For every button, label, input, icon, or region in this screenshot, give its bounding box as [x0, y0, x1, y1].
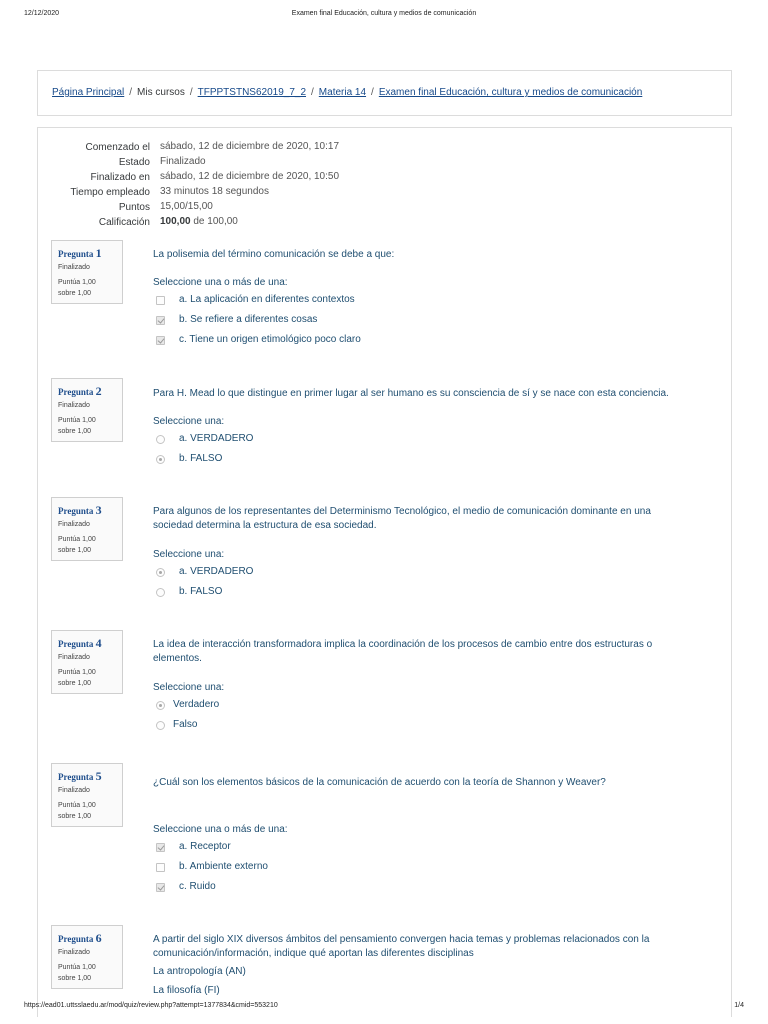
- checkbox[interactable]: [156, 296, 165, 305]
- breadcrumb-exam-link[interactable]: Examen final Educación, cultura y medios de comunicación: [378, 87, 643, 98]
- question-score: [58, 534, 116, 556]
- summary-label: Comenzado el: [85, 142, 150, 153]
- question-score: [58, 800, 116, 822]
- question-score-max: sobre 1,00: [58, 547, 92, 554]
- summary-row-state: [38, 156, 733, 171]
- question-number-value: 3: [95, 503, 102, 517]
- question-score: [58, 667, 116, 689]
- question-number-value: 6: [95, 931, 102, 945]
- question-status: Finalizado: [58, 949, 90, 956]
- question-text: La polisemia del término comunicación se debe a que:: [153, 249, 395, 260]
- question-score-max: sobre 1,00: [58, 428, 92, 435]
- checkbox-checked[interactable]: [156, 316, 165, 325]
- discipline-line-anthropology: La antropología (AN): [153, 966, 246, 977]
- question-prefix: Pregunta: [58, 934, 94, 944]
- question-score-max: sobre 1,00: [58, 290, 92, 297]
- question-prefix: Pregunta: [58, 387, 94, 397]
- summary-row-time: [38, 186, 733, 201]
- question-text: La idea de interacción transformadora implica la coordinación de los procesos de cambio entre dos estructuras o elementos.: [153, 639, 653, 664]
- print-date: 12/12/2020: [24, 10, 60, 17]
- summary-row-points: [38, 201, 733, 216]
- checkbox-checked[interactable]: [156, 883, 165, 892]
- summary-label: Estado: [118, 157, 150, 168]
- option-label: c. Tiene un origen etimológico poco claro: [179, 334, 361, 345]
- radio-button-selected[interactable]: [156, 568, 165, 577]
- checkbox-checked[interactable]: [156, 843, 165, 852]
- grade-value: 100,00: [160, 216, 191, 227]
- question-score: [58, 415, 116, 437]
- question-score-value: Puntúa 1,00: [58, 536, 96, 543]
- question-info: [51, 630, 123, 694]
- summary-value: [160, 216, 238, 227]
- question-info: [51, 925, 123, 989]
- option-label: b. Ambiente externo: [179, 861, 268, 872]
- question-info: [51, 240, 123, 304]
- answer-prompt: Seleccione una o más de una:: [153, 824, 288, 835]
- option-label: b. FALSO: [179, 453, 223, 464]
- question-score-value: Puntúa 1,00: [58, 279, 96, 286]
- option-label: Falso: [173, 719, 198, 730]
- summary-value: sábado, 12 de diciembre de 2020, 10:17: [160, 141, 340, 152]
- question-status: Finalizado: [58, 654, 90, 661]
- print-page-number: 1/4: [734, 1002, 744, 1009]
- breadcrumb-separator: /: [189, 87, 193, 98]
- discipline-line-philosophy: La filosofía (FI): [153, 985, 220, 996]
- question-score-value: Puntúa 1,00: [58, 669, 96, 676]
- question-score: [58, 277, 116, 299]
- question-prefix: Pregunta: [58, 249, 94, 259]
- answer-prompt: Seleccione una o más de una:: [153, 277, 288, 288]
- question-info: [51, 378, 123, 442]
- breadcrumb-separator: /: [311, 87, 314, 98]
- question-score-value: Puntúa 1,00: [58, 802, 96, 809]
- option-label: c. Ruido: [179, 881, 216, 892]
- question-score-max: sobre 1,00: [58, 813, 92, 820]
- question-prefix: Pregunta: [58, 772, 94, 782]
- radio-button[interactable]: [156, 588, 165, 597]
- question-number-value: 1: [95, 246, 102, 260]
- question-score-max: sobre 1,00: [58, 680, 92, 687]
- option-label: a. La aplicación en diferentes contextos: [179, 294, 355, 305]
- breadcrumb-home-link[interactable]: Página Principal: [52, 87, 125, 98]
- summary-value: sábado, 12 de diciembre de 2020, 10:50: [160, 171, 340, 182]
- question-score-max: sobre 1,00: [58, 975, 92, 982]
- question-number: [58, 769, 116, 784]
- summary-row-grade: [38, 216, 733, 231]
- radio-button[interactable]: [156, 435, 165, 444]
- attempt-summary: [38, 141, 733, 231]
- summary-value: Finalizado: [160, 156, 206, 167]
- question-info: [51, 763, 123, 827]
- breadcrumb-separator: /: [371, 87, 374, 98]
- summary-value: 15,00/15,00: [160, 201, 213, 212]
- summary-row-started: [38, 141, 733, 156]
- question-status: Finalizado: [58, 402, 90, 409]
- summary-label: Calificación: [98, 217, 150, 228]
- question-number-value: 2: [95, 384, 102, 398]
- grade-suffix: de 100,00: [190, 216, 238, 227]
- option-label: a. VERDADERO: [179, 433, 254, 444]
- question-prefix: Pregunta: [58, 639, 94, 649]
- question-status: Finalizado: [58, 521, 90, 528]
- checkbox[interactable]: [156, 863, 165, 872]
- breadcrumb-container: [37, 70, 732, 116]
- summary-label: Tiempo empleado: [70, 187, 150, 198]
- question-number: [58, 636, 116, 651]
- question-status: Finalizado: [58, 264, 90, 271]
- question-number: [58, 931, 116, 946]
- question-number: [58, 384, 116, 399]
- question-text: A partir del siglo XIX diversos ámbitos del pensamiento convergen hacia temas y problemas relacionados con la comunicación/información, indique qué aportan las diferentes disciplinas: [153, 934, 650, 959]
- option-label: b. Se refiere a diferentes cosas: [179, 314, 318, 325]
- question-score: [58, 962, 116, 984]
- breadcrumb: [52, 87, 642, 98]
- option-label: a. VERDADERO: [179, 566, 254, 577]
- breadcrumb-course-link[interactable]: TFPPTSTNS62019_7_2: [197, 87, 307, 98]
- question-text: Para algunos de los representantes del Determinismo Tecnológico, el medio de comunicación dominante en una sociedad determina la estructura de esa sociedad.: [153, 506, 651, 531]
- summary-label: Puntos: [118, 202, 150, 213]
- radio-button-selected[interactable]: [156, 701, 165, 710]
- print-footer: [0, 1002, 768, 1016]
- radio-button[interactable]: [156, 721, 165, 730]
- summary-row-finished: [38, 171, 733, 186]
- quiz-review-container: [37, 127, 732, 1017]
- answer-prompt: Seleccione una:: [153, 549, 225, 560]
- print-url: https://ead01.uttsslaedu.ar/mod/quiz/review.php?attempt=1377834&cmid=553210: [24, 1002, 278, 1009]
- question-number: [58, 503, 116, 518]
- breadcrumb-my-courses: Mis cursos: [137, 87, 185, 98]
- summary-value: 33 minutos 18 segundos: [160, 186, 269, 197]
- question-text: Para H. Mead lo que distingue en primer lugar al ser humano es su consciencia de sí y se nace con esta conciencia.: [153, 388, 669, 399]
- print-header: [0, 10, 768, 24]
- print-title: Examen final Educación, cultura y medios de comunicación: [291, 10, 477, 17]
- question-number-value: 4: [95, 636, 102, 650]
- question-score-value: Puntúa 1,00: [58, 417, 96, 424]
- question-info: [51, 497, 123, 561]
- question-number-value: 5: [95, 769, 102, 783]
- question-number: [58, 246, 116, 261]
- option-label: b. FALSO: [179, 586, 223, 597]
- question-prefix: Pregunta: [58, 506, 94, 516]
- question-text: ¿Cuál son los elementos básicos de la comunicación de acuerdo con la teoría de Shannon y Weaver?: [153, 777, 606, 788]
- question-score-value: Puntúa 1,00: [58, 964, 96, 971]
- option-label: a. Receptor: [179, 841, 231, 852]
- breadcrumb-separator: /: [129, 87, 133, 98]
- answer-prompt: Seleccione una:: [153, 682, 225, 693]
- radio-button-selected[interactable]: [156, 455, 165, 464]
- answer-prompt: Seleccione una:: [153, 416, 225, 427]
- question-status: Finalizado: [58, 787, 90, 794]
- breadcrumb-subject-link[interactable]: Materia 14: [318, 87, 367, 98]
- summary-label: Finalizado en: [90, 172, 150, 183]
- checkbox-checked[interactable]: [156, 336, 165, 345]
- option-label: Verdadero: [173, 699, 220, 710]
